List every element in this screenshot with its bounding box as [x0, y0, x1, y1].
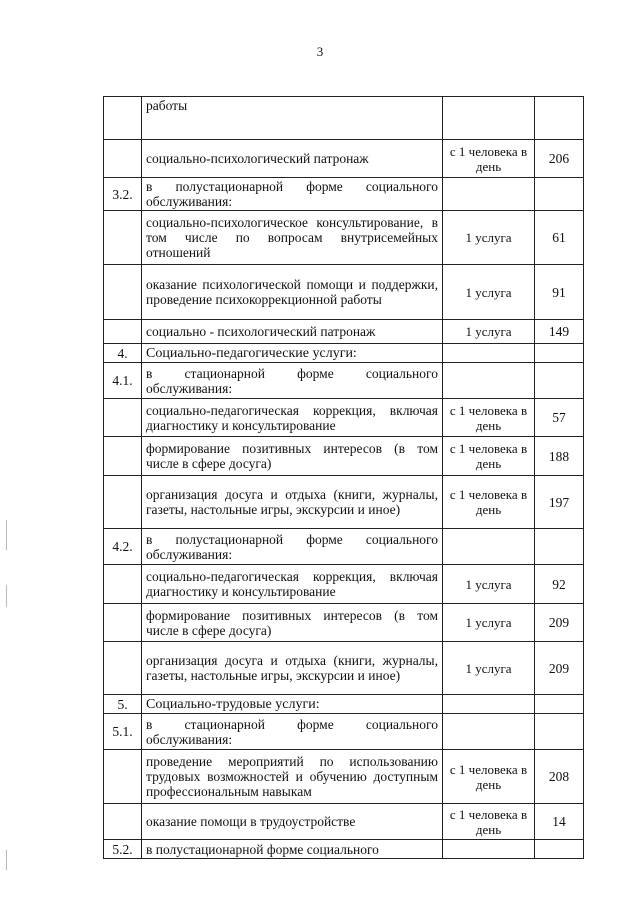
table-row [104, 178, 584, 211]
row-number: 3.2. [104, 178, 142, 211]
unit-of-service: с 1 человека в день [443, 804, 535, 840]
service-name: работы [142, 97, 443, 140]
service-name: социально-педагогическая коррекция, включая диагностику и консультирование [142, 399, 443, 437]
service-name: формирование позитивных интересов (в том числе в сфере досуга) [142, 604, 443, 642]
table-row [104, 642, 584, 695]
row-number: 4. [104, 344, 142, 363]
tariff-value: 57 [535, 399, 584, 437]
row-number: 5. [104, 695, 142, 714]
unit-of-service: с 1 человека в день [443, 399, 535, 437]
scan-artifact [6, 520, 7, 550]
services-tariff-table [103, 96, 584, 859]
table-row [104, 695, 584, 714]
section-name: в полустационарной форме социального [142, 840, 443, 859]
row-number [104, 97, 142, 140]
section-name: в стационарной форме социального обслуживания: [142, 363, 443, 399]
table-row [104, 750, 584, 804]
page-number: 3 [316, 44, 324, 59]
unit-of-service [443, 97, 535, 140]
row-number [104, 750, 142, 804]
row-number [104, 804, 142, 840]
table-row [104, 565, 584, 604]
table-row [104, 437, 584, 476]
tariff-value [535, 363, 584, 399]
row-number [104, 604, 142, 642]
tariff-value [535, 97, 584, 140]
unit-of-service [443, 840, 535, 859]
row-number: 4.2. [104, 529, 142, 565]
unit-of-service [443, 529, 535, 565]
table-row [104, 211, 584, 265]
table-row [104, 320, 584, 344]
service-name: социально - психологический патронаж [142, 320, 443, 344]
unit-of-service: с 1 человека в день [443, 140, 535, 178]
table-row [104, 344, 584, 363]
unit-of-service: с 1 человека в день [443, 750, 535, 804]
table-row [104, 476, 584, 529]
scan-artifact [6, 850, 7, 870]
section-title: Социально-педагогические услуги: [142, 344, 443, 363]
scan-artifact [6, 585, 7, 607]
unit-of-service: 1 услуга [443, 604, 535, 642]
tariff-value [535, 529, 584, 565]
section-name: в полустационарной форме социального обслуживания: [142, 529, 443, 565]
unit-of-service: 1 услуга [443, 642, 535, 695]
unit-of-service: с 1 человека в день [443, 476, 535, 529]
row-number [104, 211, 142, 265]
table-row [104, 97, 584, 140]
tariff-value: 208 [535, 750, 584, 804]
unit-of-service [443, 344, 535, 363]
tariff-value [535, 840, 584, 859]
tariff-value: 209 [535, 642, 584, 695]
table-row [104, 363, 584, 399]
tariff-value: 61 [535, 211, 584, 265]
tariff-value [535, 344, 584, 363]
row-number [104, 642, 142, 695]
service-name: социально-педагогическая коррекция, включая диагностику и консультирование [142, 565, 443, 604]
section-name: в стационарной форме социального обслуживания: [142, 714, 443, 750]
unit-of-service: 1 услуга [443, 211, 535, 265]
tariff-value: 209 [535, 604, 584, 642]
row-number [104, 437, 142, 476]
unit-of-service: 1 услуга [443, 565, 535, 604]
table-row [104, 604, 584, 642]
service-name: организация досуга и отдыха (книги, журналы, газеты, настольные игры, экскурсии и иное) [142, 642, 443, 695]
service-name: социально-психологическое консультирование, в том числе по вопросам внутрисемейных отношений [142, 211, 443, 265]
service-name: социально-психологический патронаж [142, 140, 443, 178]
row-number: 4.1. [104, 363, 142, 399]
section-title: Социально-трудовые услуги: [142, 695, 443, 714]
row-number: 5.1. [104, 714, 142, 750]
tariff-value: 188 [535, 437, 584, 476]
service-name: организация досуга и отдыха (книги, журналы, газеты, настольные игры, экскурсии и иное) [142, 476, 443, 529]
row-number [104, 476, 142, 529]
unit-of-service [443, 363, 535, 399]
table-row [104, 804, 584, 840]
tariff-value [535, 695, 584, 714]
table-row [104, 140, 584, 178]
row-number [104, 565, 142, 604]
row-number: 5.2. [104, 840, 142, 859]
table-row [104, 840, 584, 859]
row-number [104, 399, 142, 437]
unit-of-service [443, 714, 535, 750]
row-number [104, 265, 142, 320]
table-row [104, 529, 584, 565]
service-name: оказание помощи в трудоустройстве [142, 804, 443, 840]
row-number [104, 140, 142, 178]
table-row [104, 265, 584, 320]
tariff-value [535, 178, 584, 211]
unit-of-service: 1 услуга [443, 265, 535, 320]
unit-of-service: 1 услуга [443, 320, 535, 344]
service-name: формирование позитивных интересов (в том числе в сфере досуга) [142, 437, 443, 476]
service-name: оказание психологической помощи и поддержки, проведение психокоррекционной работы [142, 265, 443, 320]
section-name: в полустационарной форме социального обслуживания: [142, 178, 443, 211]
tariff-value: 14 [535, 804, 584, 840]
unit-of-service: с 1 человека в день [443, 437, 535, 476]
table-row [104, 714, 584, 750]
tariff-value [535, 714, 584, 750]
tariff-value: 206 [535, 140, 584, 178]
tariff-value: 91 [535, 265, 584, 320]
row-number [104, 320, 142, 344]
tariff-value: 197 [535, 476, 584, 529]
service-name: проведение мероприятий по использованию трудовых возможностей и обучению доступным профессиональным навыкам [142, 750, 443, 804]
table-row [104, 399, 584, 437]
tariff-value: 149 [535, 320, 584, 344]
tariff-value: 92 [535, 565, 584, 604]
unit-of-service [443, 178, 535, 211]
unit-of-service [443, 695, 535, 714]
